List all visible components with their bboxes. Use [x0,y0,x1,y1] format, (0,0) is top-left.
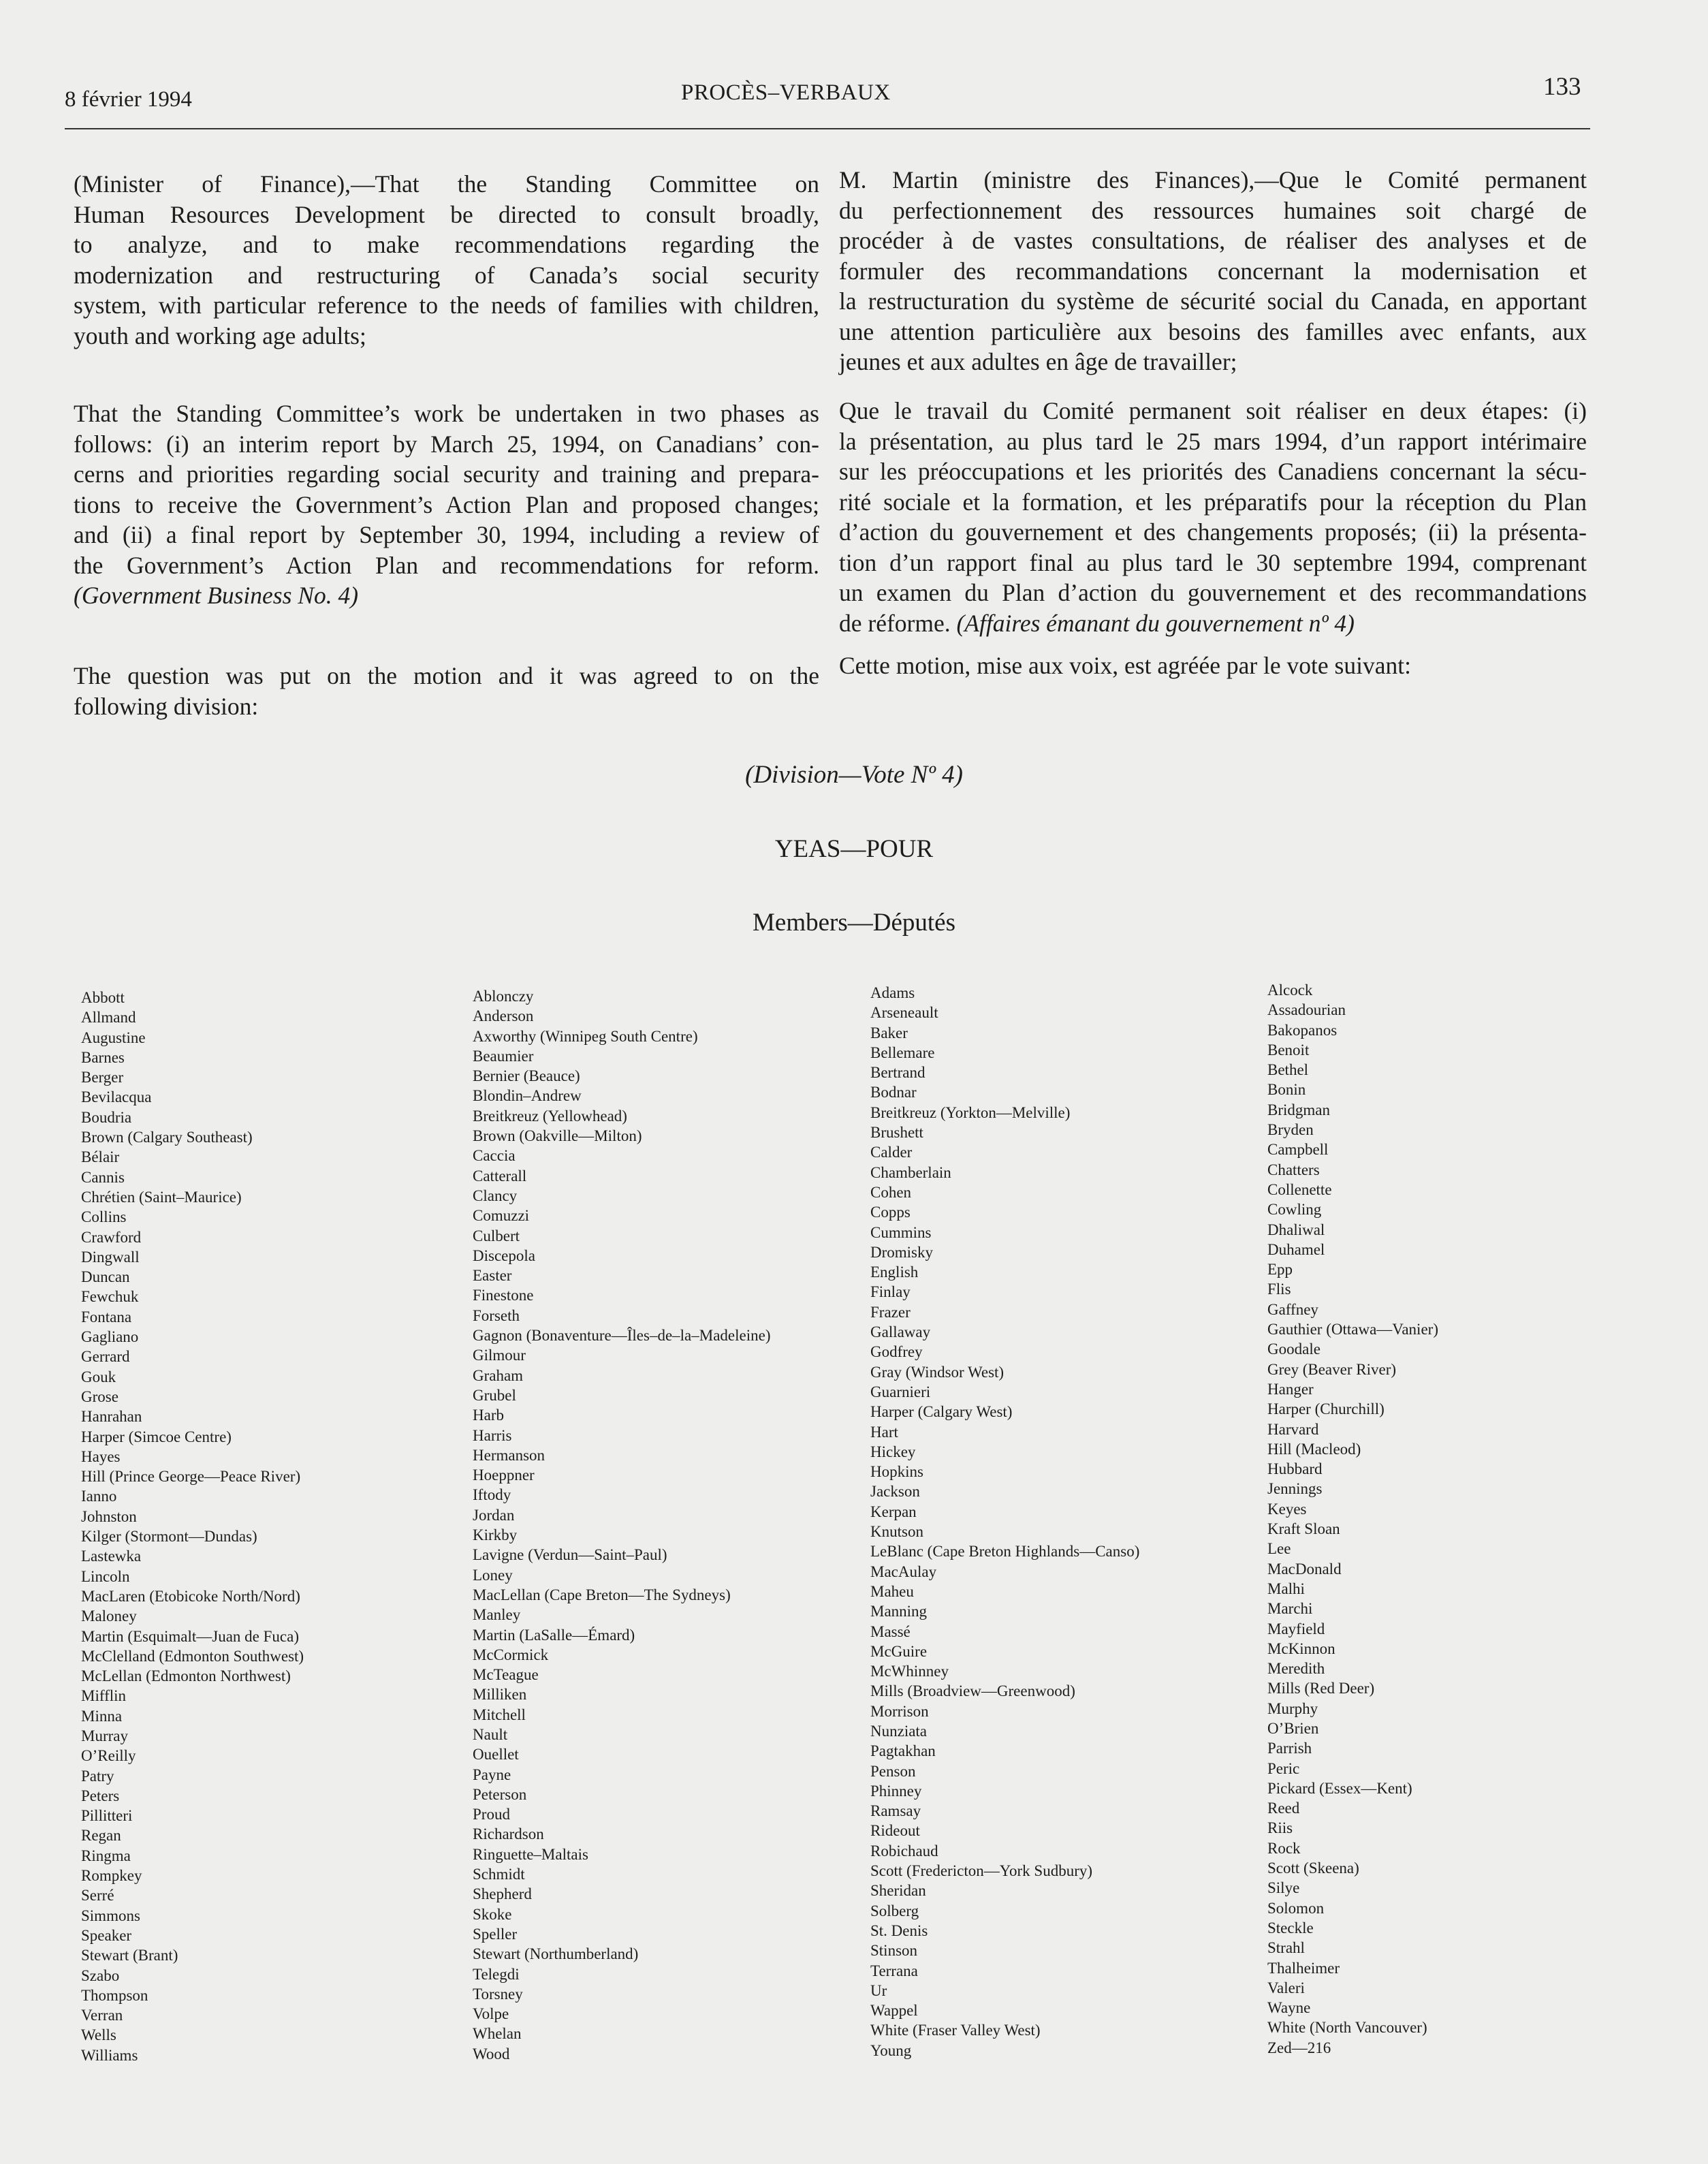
member-name: Manning [870,1603,928,1620]
member-name: Forseth [473,1306,520,1324]
text-line: la restructuration du système de sécurité social du Canada, en apportant [839,287,1587,315]
member-name: Brushett [870,1124,923,1142]
member-name: Kirkby [473,1526,518,1544]
member-name: Harris [473,1426,512,1444]
member-name: Kraft Sloan [1267,1520,1340,1538]
member-name: Lastewka [81,1548,142,1565]
text-line [74,580,819,611]
text-line: une attention particulière aux besoins des familles avec enfants, aux [839,317,1587,345]
text-line: The question was put on the motion and it was agreed to on the [74,662,819,689]
member-name: LeBlanc (Cape Breton Highlands—Canso) [870,1543,1140,1561]
member-name: Goodale [1267,1340,1320,1358]
member-name: Clancy [473,1187,518,1204]
member-name: MacLaren (Etobicoke North/Nord) [81,1587,300,1605]
member-name: Proud [473,1806,510,1823]
member-name: St. Denis [870,1922,928,1939]
member-name: Hoeppner [473,1467,535,1484]
header-rule [65,128,1590,129]
member-name: Gerrard [81,1348,130,1366]
member-name: McLellan (Edmonton Northwest) [81,1667,291,1685]
member-name: MacAulay [870,1563,937,1580]
member-name: Zed—216 [1267,2039,1331,2056]
member-name: Catterall [473,1167,527,1185]
member-name: Dingwall [81,1248,140,1266]
division-heading-text: (Division—Vote Nº 4) [745,761,963,789]
member-name: Marchi [1267,1600,1313,1618]
member-name: Morrison [870,1702,929,1720]
member-name: Collenette [1267,1180,1332,1198]
member-name: Chamberlain [870,1163,951,1181]
member-name: Nunziata [870,1722,928,1740]
yeas-heading: YEAS—POUR [774,835,934,863]
text-line: formuler des recommandations concernant la modernisation et [839,257,1587,285]
member-name: Hubbard [1267,1460,1323,1478]
member-name: Grubel [473,1386,516,1404]
member-name: MacLellan (Cape Breton—The Sydneys) [473,1586,731,1603]
member-name: Gauthier (Ottawa—Vanier) [1267,1321,1438,1338]
text-line: (Minister of Finance),—That the Standing Committee on [74,170,819,198]
text-line: the Government’s Action Plan and recommendations for reform. [74,551,819,579]
member-name: Bryden [1267,1121,1314,1139]
member-name: Harvard [1267,1420,1319,1438]
member-name: Comuzzi [473,1207,530,1225]
member-name: Ramsay [870,1802,921,1820]
member-name: Iftody [473,1486,511,1504]
member-name: Murphy [1267,1699,1318,1717]
member-name: Axworthy (Winnipeg South Centre) [473,1027,698,1045]
member-name: Chatters [1267,1161,1320,1178]
member-name: Gray (Windsor West) [870,1363,1005,1381]
text-line: Cette motion, mise aux voix, est agréée par le vote suivant: [839,652,1411,679]
member-name: Reed [1267,1800,1300,1817]
member-name: McTeague [473,1666,539,1684]
member-name: Ablonczy [473,988,534,1005]
member-name: Benoit [1267,1041,1310,1059]
member-name: Hill (Prince George—Peace River) [81,1468,301,1486]
member-name: Wayne [1267,1999,1311,2017]
member-name: Gallaway [870,1323,931,1341]
member-name: Rideout [870,1822,920,1840]
member-name: Peters [81,1787,120,1804]
text-line: That the Standing Committee’s work be undertaken in two phases as [74,400,819,427]
member-name: Hopkins [870,1463,923,1481]
member-name: Rock [1267,1839,1301,1857]
member-name: Chrétien (Saint–Maurice) [81,1188,242,1206]
members-list-col1 [81,988,304,2065]
member-name: Breitkreuz (Yellowhead) [473,1107,627,1125]
member-name: Parrish [1267,1740,1312,1757]
member-name: Wappel [870,2002,918,2020]
member-name: Barnes [81,1048,125,1066]
member-name: Regan [81,1827,121,1845]
member-name: McClelland (Edmonton Southwest) [81,1647,304,1665]
member-name: Scott (Skeena) [1267,1860,1359,1877]
member-name: Martin (LaSalle—Émard) [473,1626,635,1644]
member-name: Thompson [81,1986,148,2004]
member-name: Jennings [1267,1480,1323,1498]
text-line [839,608,1587,639]
member-name: Berger [81,1069,124,1086]
member-name: Loney [473,1566,513,1584]
member-name: Copps [870,1204,911,1221]
member-name: Stinson [870,1942,918,1960]
english-question-paragraph [74,661,819,721]
member-name: Bridgman [1267,1101,1330,1118]
member-name: Campbell [1267,1141,1329,1159]
member-name: Speller [473,1925,518,1943]
text-line: sur les préoccupations et les priorités des Canadiens concernant la sécu- [839,458,1587,485]
member-name: McGuire [870,1642,928,1660]
member-name: Flis [1267,1281,1291,1298]
member-name: Minna [81,1707,123,1725]
member-name: Guarnieri [870,1383,931,1400]
member-name: Mills (Red Deer) [1267,1680,1375,1697]
member-name: Skoke [473,1905,512,1923]
member-name: Hill (Macleod) [1267,1440,1361,1458]
division-heading [0,760,1708,789]
member-name: Terrana [870,1962,918,1979]
member-name: Simmons [81,1907,140,1924]
member-name: Ur [870,1981,887,1999]
member-name: Boudria [81,1108,132,1126]
member-name: Hart [870,1423,898,1441]
member-name: Whelan [473,2025,522,2043]
member-name: Bodnar [870,1084,917,1101]
member-name: Finlay [870,1283,911,1301]
member-name: Gaffney [1267,1300,1318,1318]
french-phases-paragraph [839,396,1587,638]
member-name: Thalheimer [1267,1959,1340,1977]
text-line: cerns and priorities regarding social security and training and prepara- [74,460,819,488]
text-line: jeunes et aux adultes en âge de travailler; [839,348,1237,375]
member-name: Murray [81,1727,128,1744]
member-name: Meredith [1267,1660,1325,1678]
member-name: Anderson [473,1007,534,1025]
text-line: un examen du Plan d’action du gouvernement et des recommandations [839,579,1587,606]
member-name: Bevilacqua [81,1088,152,1106]
member-name: Kerpan [870,1503,917,1520]
member-name: McCormick [473,1646,549,1663]
member-name: Adams [870,984,915,1001]
member-name: Ringma [81,1847,131,1864]
page-number: 133 [1543,73,1581,101]
member-name: Hayes [81,1447,121,1465]
member-name: Wells [81,2026,116,2044]
member-name: Duhamel [1267,1240,1325,1258]
member-name: Harper (Calgary West) [870,1403,1013,1421]
member-name: McKinnon [1267,1640,1335,1657]
member-name: Hanrahan [81,1408,142,1426]
member-name: Cannis [81,1168,125,1186]
member-name: Duncan [81,1268,130,1286]
member-name: Bakopanos [1267,1021,1338,1039]
text-line: rité sociale et la formation, et les préparatifs pour la réception du Plan [839,488,1587,516]
member-name: Speaker [81,1926,132,1944]
member-name: Pickard (Essex—Kent) [1267,1779,1412,1797]
member-name: Martin (Esquimalt—Juan de Fuca) [81,1627,300,1645]
members-list-col3 [870,983,1139,2060]
member-name: Bernier (Beauce) [473,1067,580,1085]
member-name: Serré [81,1887,114,1904]
member-name: Grose [81,1387,118,1405]
member-name: Torsney [473,1985,523,2003]
member-name: Mayfield [1267,1620,1325,1637]
member-name: Solomon [1267,1899,1325,1917]
text-fragment: de réforme. [839,609,951,637]
text-line: system, with particular reference to the needs of families with children, [74,292,819,319]
member-name: Cowling [1267,1201,1322,1219]
member-name: Telegdi [473,1965,520,1983]
text-line: follows: (i) an interim report by March 25, 1994, on Canadians’ con- [74,430,819,458]
members-list-col4 [1267,980,1438,2058]
french-motion-paragraph [839,165,1587,377]
member-name: Cummins [870,1223,932,1241]
text-line: du perfectionnement des ressources humaines soit chargé de [839,196,1587,224]
member-name: Blondin–Andrew [473,1087,582,1105]
member-name: Discepola [473,1246,535,1264]
member-name: Gouk [81,1368,116,1385]
member-name: O’Brien [1267,1719,1319,1737]
member-name: Baker [870,1024,908,1041]
member-name: Silye [1267,1879,1300,1897]
member-name: Scott (Fredericton—York Sudbury) [870,1862,1093,1880]
member-name: Bonin [1267,1081,1306,1099]
member-name: Valeri [1267,1979,1305,1996]
member-name: Peterson [473,1785,527,1803]
member-name: Augustine [81,1029,146,1046]
member-name: Maloney [81,1608,137,1625]
member-name: Volpe [473,2005,509,2023]
member-name: Bertrand [870,1064,926,1082]
member-name: Hermanson [473,1446,545,1464]
header-title: PROCÈS–VERBAUX [681,80,891,105]
member-name: Hickey [870,1443,916,1460]
text-line: procéder à de vastes consultations, de réaliser des analyses et de [839,227,1587,254]
member-name: Beaumier [473,1047,534,1065]
english-phases-paragraph [74,398,819,611]
member-name: Harper (Churchill) [1267,1400,1385,1418]
text-line: following division: [74,692,259,720]
member-name: Milliken [473,1686,527,1704]
header-date: 8 février 1994 [65,87,192,112]
member-name: Penson [870,1762,916,1780]
member-name: Easter [473,1267,512,1285]
member-name: Grey (Beaver River) [1267,1360,1397,1378]
member-name: Frazer [870,1303,911,1321]
member-name: Ringuette–Maltais [473,1845,588,1863]
member-name: Shepherd [473,1885,532,1903]
member-name: Finestone [473,1287,534,1304]
member-name: Malhi [1267,1580,1305,1597]
member-name: Massé [870,1622,911,1640]
member-name: Culbert [473,1227,520,1244]
member-name: Kilger (Stormont—Dundas) [81,1528,257,1546]
member-name: White (Fraser Valley West) [870,2022,1041,2039]
member-name: Hanger [1267,1380,1314,1398]
member-name: Crawford [81,1228,142,1246]
member-name: Payne [473,1766,511,1783]
member-name: Peric [1267,1759,1300,1777]
member-name: Gagnon (Bonaventure—Îles–de–la–Madeleine) [473,1327,771,1345]
member-name: Maheu [870,1582,914,1600]
member-name: Steckle [1267,1919,1314,1936]
member-name: Nault [473,1725,508,1743]
member-name: Graham [473,1366,524,1384]
business-reference: (Affaires émanant du gouvernement nº 4) [956,609,1355,637]
member-name: Cohen [870,1183,912,1201]
member-name: Manley [473,1606,521,1624]
member-name: Ianno [81,1488,117,1505]
member-name: Bellemare [870,1044,935,1061]
member-name: Strahl [1267,1939,1305,1957]
member-name: Keyes [1267,1500,1307,1518]
member-name: Godfrey [870,1343,923,1361]
member-name: White (North Vancouver) [1267,2019,1427,2037]
member-name: Johnston [81,1507,137,1525]
member-name: Ouellet [473,1746,519,1763]
member-name: Epp [1267,1261,1293,1279]
member-name: Richardson [473,1825,544,1843]
member-name: Pillitteri [81,1807,133,1825]
member-name: Gagliano [81,1328,139,1346]
member-name: Alcock [1267,982,1313,999]
member-name: Brown (Oakville—Milton) [473,1127,642,1145]
member-name: Solberg [870,1902,919,1919]
member-name: O’Reilly [81,1747,136,1765]
text-line: to analyze, and to make recommendations regarding the [74,231,819,258]
member-name: Lee [1267,1540,1291,1558]
text-line: youth and working age adults; [74,322,366,349]
members-list-col2 [473,986,770,2064]
member-name: Lincoln [81,1567,130,1585]
member-name: Breitkreuz (Yorkton—Melville) [870,1103,1071,1121]
french-question-paragraph [839,650,1587,681]
text-line: and (ii) a final report by September 30, 1994, including a review of [74,521,819,548]
member-name: Sheridan [870,1882,926,1900]
member-name: Dhaliwal [1267,1221,1325,1238]
member-name: English [870,1264,919,1281]
member-name: Harb [473,1407,504,1424]
english-motion-paragraph [74,169,819,351]
text-line: tions to receive the Government’s Action Plan and proposed changes; [74,490,819,518]
members-heading: Members—Députés [753,909,955,937]
text-line: Que le travail du Comité permanent soit réaliser en deux étapes: (i) [839,397,1587,424]
member-name: Harper (Simcoe Centre) [81,1428,232,1445]
member-name: Wood [473,2045,510,2063]
member-name: Patry [81,1767,114,1785]
member-name: Knutson [870,1523,923,1541]
member-name: Brown (Calgary Southeast) [81,1129,253,1146]
member-name: Collins [81,1208,127,1226]
member-name: Young [870,2041,912,2059]
member-name: Robichaud [870,1842,938,1860]
text-line: d’action du gouvernement et des changements proposés; (ii) la présenta- [839,518,1587,546]
member-name: Schmidt [473,1866,525,1883]
member-name: Pagtakhan [870,1742,936,1760]
member-name: Allmand [81,1009,136,1026]
member-name: Caccia [473,1147,516,1165]
member-name: Assadourian [1267,1001,1346,1019]
member-name: Riis [1267,1819,1293,1837]
member-name: Bélair [81,1148,120,1166]
member-name: Mills (Broadview—Greenwood) [870,1682,1075,1700]
text-line: Human Resources Development be directed to consult broadly, [74,200,819,228]
member-name: Mitchell [473,1706,526,1723]
member-name: Williams [81,2046,138,2064]
member-name: Mifflin [81,1687,127,1705]
member-name: Verran [81,2007,123,2024]
member-name: Phinney [870,1782,922,1800]
text-line: modernization and restructuring of Canada’s social security [74,261,819,289]
member-name: Fontana [81,1308,132,1326]
text-line: tion d’un rapport final au plus tard le 30 septembre 1994, comprenant [839,548,1587,576]
member-name: Jackson [870,1483,920,1501]
member-name: Fewchuk [81,1288,139,1306]
text-line: la présentation, au plus tard le 25 mars 1994, d’un rapport intérimaire [839,427,1587,455]
business-reference: (Government Business No. 4) [74,582,359,609]
member-name: Arseneault [870,1004,938,1022]
member-name: Lavigne (Verdun—Saint–Paul) [473,1546,667,1564]
member-name: McWhinney [870,1663,949,1680]
member-name: Bethel [1267,1061,1309,1079]
member-name: MacDonald [1267,1560,1342,1578]
member-name: Stewart (Brant) [81,1947,178,1964]
member-name: Abbott [81,989,125,1006]
member-name: Gilmour [473,1347,526,1364]
text-line: M. Martin (ministre des Finances),—Que le Comité permanent [839,166,1587,193]
member-name: Szabo [81,1966,120,1984]
member-name: Rompkey [81,1867,142,1885]
member-name: Dromisky [870,1243,933,1261]
member-name: Jordan [473,1506,515,1524]
member-name: Stewart (Northumberland) [473,1945,639,1963]
member-name: Calder [870,1144,913,1161]
